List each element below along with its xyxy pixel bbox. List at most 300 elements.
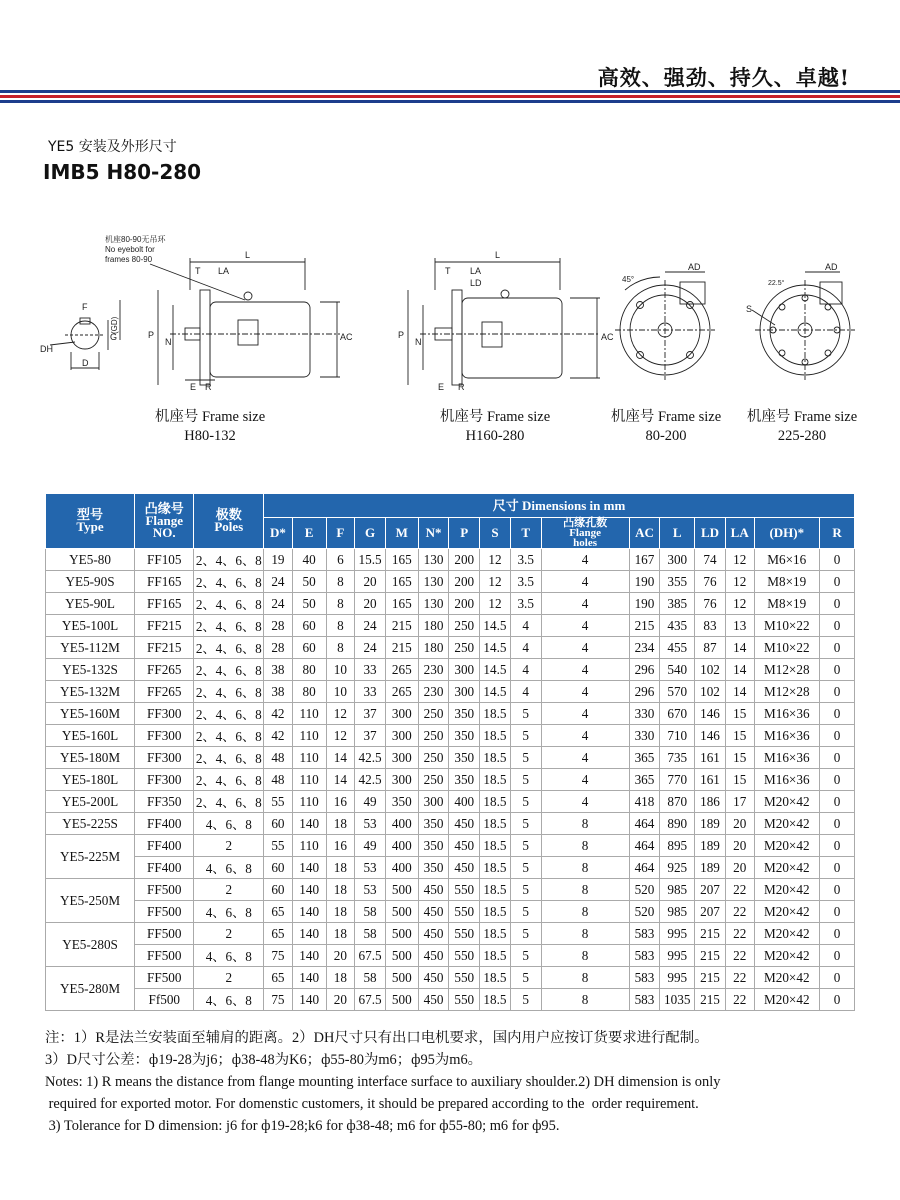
cell-flange: FF500 (135, 879, 194, 901)
table-row (46, 989, 855, 1011)
cell-t: 5 (510, 857, 541, 879)
cell-flange: FF265 (135, 681, 194, 703)
cell-p: 250 (449, 615, 480, 637)
cell-g: 53 (355, 857, 386, 879)
cell-ld: 215 (695, 945, 726, 967)
cell-ld: 76 (695, 593, 726, 615)
cell-m: 500 (385, 879, 418, 901)
cell-flange: FF400 (135, 835, 194, 857)
cell-dh: M8×19 (754, 571, 820, 593)
cell-m: 300 (385, 703, 418, 725)
note-line-2: No eyebolt for (105, 245, 155, 254)
cell-la: 14 (725, 659, 754, 681)
cell-r: 0 (820, 703, 855, 725)
cell-holes: 4 (541, 571, 629, 593)
cell-type: YE5-200L (46, 791, 135, 813)
cell-t: 3.5 (510, 571, 541, 593)
cell-n: 130 (418, 571, 449, 593)
cell-la: 22 (725, 879, 754, 901)
cell-d: 65 (264, 967, 293, 989)
cell-s: 12 (480, 593, 511, 615)
cell-f: 18 (326, 967, 355, 989)
cell-s: 18.5 (480, 813, 511, 835)
cell-r: 0 (820, 967, 855, 989)
cell-p: 300 (449, 659, 480, 681)
cell-l: 985 (660, 879, 695, 901)
cell-s: 18.5 (480, 879, 511, 901)
cell-g: 37 (355, 703, 386, 725)
cell-d: 60 (264, 857, 293, 879)
cell-m: 500 (385, 967, 418, 989)
header-type (46, 494, 135, 549)
label-GD: (GD) (110, 316, 119, 334)
cell-f: 8 (326, 593, 355, 615)
cell-r: 0 (820, 725, 855, 747)
cell-g: 58 (355, 923, 386, 945)
header-holes-en2: holes (573, 537, 597, 549)
cell-flange: FF400 (135, 857, 194, 879)
dimensions-table (45, 493, 855, 1011)
cell-s: 18.5 (480, 967, 511, 989)
cell-d: 60 (264, 813, 293, 835)
cell-flange: FF105 (135, 549, 194, 571)
cell-e: 140 (292, 901, 326, 923)
cell-s: 14.5 (480, 637, 511, 659)
cell-l: 995 (660, 923, 695, 945)
note-en-2: required for exported motor. For domenstic customers, it should be prepared according to the order requirement. (45, 1096, 699, 1112)
eyebolt-note (105, 234, 166, 264)
cell-ld: 102 (695, 681, 726, 703)
cell-flange: FF165 (135, 571, 194, 593)
caption-line2: 225-280 (777, 428, 827, 444)
cell-holes: 8 (541, 967, 629, 989)
cell-la: 12 (725, 571, 754, 593)
cell-type: YE5-160M (46, 703, 135, 725)
cell-r: 0 (820, 659, 855, 681)
cell-m: 165 (385, 549, 418, 571)
cell-flange: FF400 (135, 813, 194, 835)
cell-e: 110 (292, 725, 326, 747)
dimension-drawings (40, 230, 870, 400)
label-R-2: R (458, 382, 465, 392)
cell-d: 55 (264, 791, 293, 813)
cell-g: 15.5 (355, 549, 386, 571)
cell-l: 670 (660, 703, 695, 725)
header-col-N: N* (418, 518, 449, 549)
cell-t: 5 (510, 791, 541, 813)
header-col-T: T (510, 518, 541, 549)
note-line-1: 机座80-90无吊环 (105, 235, 166, 244)
label-AC-2: AC (601, 332, 614, 342)
cell-ac: 418 (629, 791, 660, 813)
cell-flange: FF300 (135, 769, 194, 791)
dimensions-table-body (46, 549, 855, 1011)
cell-holes: 4 (541, 615, 629, 637)
label-LA-1: LA (218, 266, 230, 276)
cell-holes: 4 (541, 747, 629, 769)
stripe-blue-top (0, 90, 900, 93)
cell-ld: 76 (695, 571, 726, 593)
label-P-2: P (398, 330, 405, 340)
caption-line2: H80-132 (184, 428, 236, 444)
cell-la: 20 (725, 813, 754, 835)
cell-p: 300 (449, 681, 480, 703)
cell-d: 24 (264, 571, 293, 593)
cell-poles: 2、4、6、8 (194, 791, 264, 813)
cell-ac: 234 (629, 637, 660, 659)
cell-s: 18.5 (480, 791, 511, 813)
header-poles-cn: 极数 (215, 507, 242, 522)
cell-e: 110 (292, 791, 326, 813)
table-row (46, 945, 855, 967)
table-row (46, 725, 855, 747)
cell-t: 4 (510, 681, 541, 703)
cell-l: 995 (660, 945, 695, 967)
cell-e: 110 (292, 703, 326, 725)
cell-p: 550 (449, 879, 480, 901)
cell-ac: 190 (629, 571, 660, 593)
cell-flange: FF500 (135, 901, 194, 923)
label-AC-1: AC (340, 332, 353, 342)
cell-r: 0 (820, 813, 855, 835)
cell-f: 10 (326, 659, 355, 681)
cell-poles: 2、4、6、8 (194, 725, 264, 747)
cell-flange: FF500 (135, 967, 194, 989)
cell-e: 40 (292, 549, 326, 571)
label-N-1: N (165, 337, 172, 347)
cell-p: 200 (449, 571, 480, 593)
cell-d: 42 (264, 725, 293, 747)
cell-n: 450 (418, 879, 449, 901)
table-row (46, 769, 855, 791)
cell-ld: 189 (695, 813, 726, 835)
cell-d: 24 (264, 593, 293, 615)
cell-la: 22 (725, 901, 754, 923)
cell-f: 8 (326, 637, 355, 659)
cell-d: 75 (264, 989, 293, 1011)
cell-holes: 8 (541, 901, 629, 923)
header-col-LA: LA (725, 518, 754, 549)
cell-l: 770 (660, 769, 695, 791)
cell-t: 5 (510, 725, 541, 747)
cell-ld: 189 (695, 857, 726, 879)
cell-d: 48 (264, 769, 293, 791)
cell-poles: 4、6、8 (194, 901, 264, 923)
cell-f: 6 (326, 549, 355, 571)
cell-poles: 4、6、8 (194, 989, 264, 1011)
cell-p: 550 (449, 945, 480, 967)
cell-e: 140 (292, 857, 326, 879)
cell-l: 300 (660, 549, 695, 571)
cell-d: 38 (264, 681, 293, 703)
cell-m: 400 (385, 835, 418, 857)
cell-p: 550 (449, 901, 480, 923)
table-row (46, 857, 855, 879)
cell-n: 250 (418, 725, 449, 747)
table-row (46, 615, 855, 637)
cell-ld: 215 (695, 967, 726, 989)
cell-t: 4 (510, 659, 541, 681)
cell-ld: 215 (695, 989, 726, 1011)
cell-dh: M20×42 (754, 989, 820, 1011)
cell-dh: M20×42 (754, 945, 820, 967)
table-row (46, 923, 855, 945)
cell-poles: 2、4、6、8 (194, 659, 264, 681)
table-row (46, 813, 855, 835)
cell-dh: M20×42 (754, 923, 820, 945)
cell-t: 5 (510, 879, 541, 901)
caption-line1: 机座号 Frame size (746, 409, 858, 425)
cell-type: YE5-180M (46, 747, 135, 769)
cell-n: 450 (418, 967, 449, 989)
cell-holes: 8 (541, 879, 629, 901)
label-angle-45: 45° (622, 275, 635, 284)
cell-n: 250 (418, 703, 449, 725)
cell-la: 14 (725, 637, 754, 659)
header-col-DH: (DH)* (754, 518, 820, 549)
cell-s: 18.5 (480, 835, 511, 857)
cell-ld: 207 (695, 901, 726, 923)
cell-s: 18.5 (480, 725, 511, 747)
header-col-M: M (385, 518, 418, 549)
cell-holes: 8 (541, 989, 629, 1011)
cell-r: 0 (820, 549, 855, 571)
cell-type: YE5-112M (46, 637, 135, 659)
cell-dh: M20×42 (754, 835, 820, 857)
cell-ld: 146 (695, 725, 726, 747)
table-row (46, 637, 855, 659)
label-P-1: P (148, 330, 155, 340)
header-col-D: D* (264, 518, 293, 549)
cell-g: 42.5 (355, 769, 386, 791)
cell-r: 0 (820, 879, 855, 901)
cell-n: 180 (418, 637, 449, 659)
caption-line2: H160-280 (465, 428, 525, 444)
cell-poles: 2、4、6、8 (194, 769, 264, 791)
cell-m: 300 (385, 725, 418, 747)
label-AD-1: AD (688, 262, 701, 272)
cell-l: 925 (660, 857, 695, 879)
cell-poles: 2 (194, 923, 264, 945)
cell-la: 12 (725, 549, 754, 571)
cell-holes: 4 (541, 791, 629, 813)
cell-poles: 2、4、6、8 (194, 637, 264, 659)
cell-f: 18 (326, 857, 355, 879)
label-LD-2: LD (470, 278, 482, 288)
cell-p: 200 (449, 549, 480, 571)
cell-e: 140 (292, 923, 326, 945)
cell-p: 450 (449, 857, 480, 879)
cell-dh: M20×42 (754, 857, 820, 879)
cell-t: 5 (510, 989, 541, 1011)
cell-ac: 520 (629, 879, 660, 901)
cell-t: 5 (510, 967, 541, 989)
cell-poles: 2、4、6、8 (194, 681, 264, 703)
cell-g: 20 (355, 571, 386, 593)
cell-poles: 2、4、6、8 (194, 549, 264, 571)
cell-l: 435 (660, 615, 695, 637)
cell-t: 4 (510, 637, 541, 659)
cell-e: 140 (292, 945, 326, 967)
cell-d: 48 (264, 747, 293, 769)
note-en-3: 3) Tolerance for D dimension: j6 for ф19-28;k6 for ф38-48; m6 for ф55-80; m6 for ф95. (45, 1118, 560, 1134)
cell-n: 450 (418, 923, 449, 945)
cell-l: 870 (660, 791, 695, 813)
stripe-red (0, 95, 900, 98)
cell-r: 0 (820, 615, 855, 637)
caption-line2: 80-200 (645, 428, 687, 444)
header-col-E: E (292, 518, 326, 549)
label-D: D (82, 358, 89, 368)
cell-f: 12 (326, 725, 355, 747)
cell-la: 15 (725, 747, 754, 769)
cell-ac: 330 (629, 725, 660, 747)
cell-la: 15 (725, 725, 754, 747)
cell-s: 14.5 (480, 615, 511, 637)
cell-r: 0 (820, 769, 855, 791)
caption-line1: 机座号 Frame size (439, 409, 551, 425)
cell-ac: 365 (629, 747, 660, 769)
cell-e: 140 (292, 989, 326, 1011)
cell-dh: M12×28 (754, 681, 820, 703)
cell-r: 0 (820, 681, 855, 703)
label-S: S (746, 304, 753, 314)
header-col-L: L (660, 518, 695, 549)
caption-frame-h80-132 (140, 408, 280, 446)
cell-m: 500 (385, 923, 418, 945)
cell-d: 42 (264, 703, 293, 725)
cell-g: 42.5 (355, 747, 386, 769)
cell-n: 250 (418, 769, 449, 791)
cell-p: 550 (449, 967, 480, 989)
cell-ld: 207 (695, 879, 726, 901)
cell-t: 3.5 (510, 593, 541, 615)
cell-g: 20 (355, 593, 386, 615)
cell-holes: 4 (541, 637, 629, 659)
header-col-AC: AC (629, 518, 660, 549)
stripe-blue-bottom (0, 100, 900, 103)
cell-holes: 4 (541, 593, 629, 615)
cell-p: 450 (449, 835, 480, 857)
cell-m: 500 (385, 901, 418, 923)
cell-n: 350 (418, 835, 449, 857)
cell-e: 80 (292, 681, 326, 703)
cell-p: 550 (449, 989, 480, 1011)
cell-ac: 464 (629, 813, 660, 835)
caption-line1: 机座号 Frame size (154, 409, 266, 425)
cell-ld: 215 (695, 923, 726, 945)
cell-m: 500 (385, 945, 418, 967)
cell-m: 400 (385, 813, 418, 835)
cell-n: 450 (418, 945, 449, 967)
cell-flange: FF215 (135, 615, 194, 637)
header-col-S: S (480, 518, 511, 549)
cell-r: 0 (820, 593, 855, 615)
cell-flange: Ff500 (135, 989, 194, 1011)
cell-ac: 583 (629, 989, 660, 1011)
header-col-F: F (326, 518, 355, 549)
cell-d: 28 (264, 637, 293, 659)
cell-flange: FF500 (135, 923, 194, 945)
cell-r: 0 (820, 791, 855, 813)
cell-s: 18.5 (480, 945, 511, 967)
cell-holes: 8 (541, 857, 629, 879)
flange-front-view-4-holes (615, 272, 715, 380)
label-R-1: R (205, 382, 212, 392)
cell-ac: 215 (629, 615, 660, 637)
cell-e: 110 (292, 835, 326, 857)
cell-type: YE5-100L (46, 615, 135, 637)
cell-la: 22 (725, 989, 754, 1011)
note-cn-2: 3）D尺寸公差：ф19-28为j6；ф38-48为K6；ф55-80为m6；ф95为m6。 (45, 1052, 483, 1068)
header-stripes (0, 90, 900, 105)
cell-e: 60 (292, 615, 326, 637)
cell-type: YE5-180L (46, 769, 135, 791)
table-row (46, 791, 855, 813)
cell-r: 0 (820, 945, 855, 967)
cell-d: 65 (264, 923, 293, 945)
table-row (46, 659, 855, 681)
cell-t: 5 (510, 703, 541, 725)
cell-flange: FF500 (135, 945, 194, 967)
header-type-cn: 型号 (77, 507, 104, 522)
cell-poles: 2、4、6、8 (194, 703, 264, 725)
cell-l: 455 (660, 637, 695, 659)
cell-r: 0 (820, 747, 855, 769)
cell-f: 20 (326, 945, 355, 967)
cell-e: 50 (292, 593, 326, 615)
cell-p: 350 (449, 703, 480, 725)
cell-holes: 4 (541, 703, 629, 725)
header-flange-cn: 凸缘号 (144, 501, 184, 516)
cell-p: 350 (449, 769, 480, 791)
cell-t: 5 (510, 923, 541, 945)
cell-g: 58 (355, 901, 386, 923)
label-G: G (110, 332, 118, 342)
cell-flange: FF350 (135, 791, 194, 813)
cell-r: 0 (820, 923, 855, 945)
cell-g: 33 (355, 681, 386, 703)
cell-d: 65 (264, 901, 293, 923)
cell-poles: 4、6、8 (194, 857, 264, 879)
cell-la: 17 (725, 791, 754, 813)
cell-m: 215 (385, 615, 418, 637)
cell-holes: 4 (541, 659, 629, 681)
cell-la: 22 (725, 923, 754, 945)
cell-f: 18 (326, 813, 355, 835)
cell-f: 8 (326, 571, 355, 593)
cell-r: 0 (820, 835, 855, 857)
cell-flange: FF265 (135, 659, 194, 681)
cell-poles: 2、4、6、8 (194, 615, 264, 637)
cell-dh: M16×36 (754, 725, 820, 747)
cell-n: 250 (418, 747, 449, 769)
cell-la: 22 (725, 945, 754, 967)
label-L-2: L (495, 250, 501, 260)
cell-holes: 4 (541, 681, 629, 703)
label-N-2: N (415, 337, 422, 347)
cell-f: 16 (326, 791, 355, 813)
caption-frame-80-200 (596, 408, 736, 446)
cell-dh: M12×28 (754, 659, 820, 681)
cell-la: 14 (725, 681, 754, 703)
cell-dh: M16×36 (754, 769, 820, 791)
cell-m: 300 (385, 769, 418, 791)
cell-l: 890 (660, 813, 695, 835)
cell-type: YE5-132M (46, 681, 135, 703)
cell-poles: 2 (194, 967, 264, 989)
cell-dh: M10×22 (754, 615, 820, 637)
